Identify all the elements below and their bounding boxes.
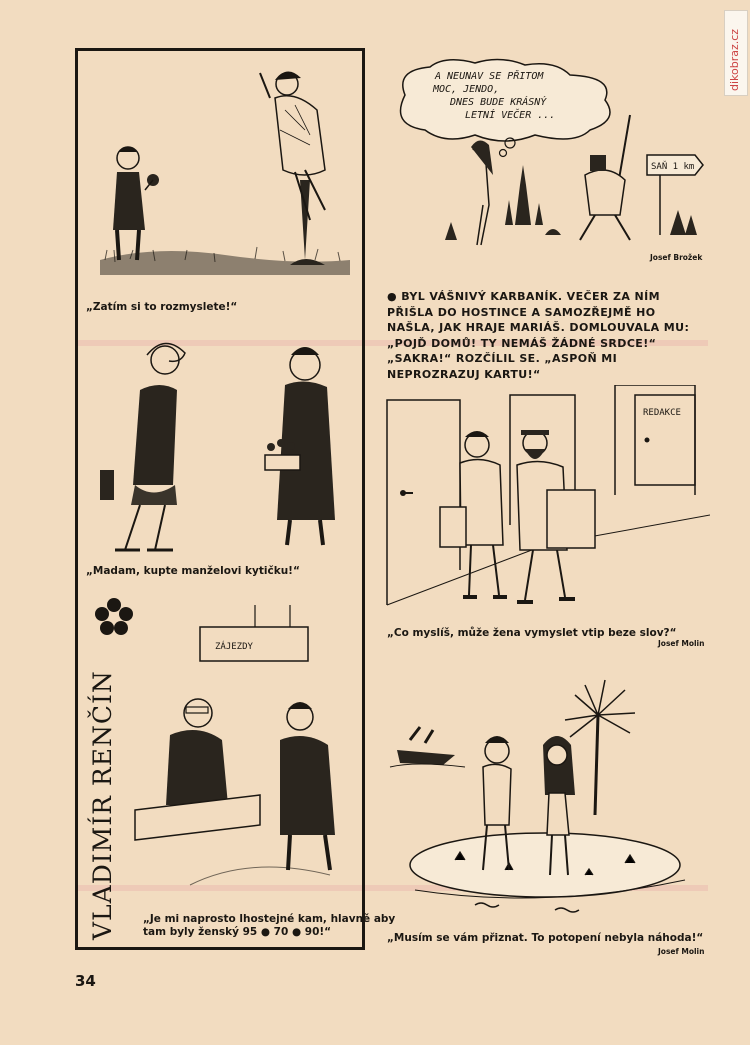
author-name-vertical: VLADIMÍR RENČÍN bbox=[88, 670, 117, 940]
thought-bubble-line-3: DNES BUDE KRÁSNÝ bbox=[450, 97, 547, 108]
cartoon-editorial-office bbox=[385, 385, 710, 625]
cartoon-travel-agency bbox=[130, 605, 358, 905]
thought-bubble-line-2: MOC, JENDO, bbox=[433, 84, 500, 95]
cartoon-editorial-office-drawing bbox=[385, 385, 710, 625]
cartoon-travel-agency-drawing bbox=[130, 605, 358, 905]
cartoon-knight-thought bbox=[385, 55, 710, 255]
cartoon-flower-seller bbox=[95, 335, 355, 560]
page-number: 34 bbox=[75, 972, 96, 990]
joke-text: ● BYL VÁŠNIVÝ KARBANÍK. VEČER ZA NÍM PŘIŠLA DO HOSTINCE A SAMOZŘEJMĚ HO NAŠLA, JAK HRAJE MARIÁŠ. DOMLOUVALA MU: „POJĎ DOMŮ! TY NEMÁŠ ŽÁDNÉ SRDCE!“ „SAKRA!“ ROZČÍLIL SE. „ASPOŇ MI NEPROZRAZUJ KARTU!“ bbox=[387, 290, 690, 381]
cartoon-suitor-tree bbox=[95, 60, 355, 295]
signpost-text: SAŇ 1 km bbox=[651, 162, 695, 172]
cartoon-knight-thought-drawing bbox=[385, 55, 710, 255]
cartoon-3-caption-line2: tam byly ženský 95 ● 70 ● 90!“ bbox=[143, 926, 332, 938]
thought-bubble-line-4: LETNÍ VEČER ... bbox=[465, 110, 556, 121]
cartoon-desert-island bbox=[385, 675, 710, 925]
flower-ornament-icon bbox=[94, 597, 134, 637]
credit-josef-molin-2: Josef Molin bbox=[658, 947, 705, 956]
cartoon-6-caption: „Musím se vám přiznat. To potopení nebyla náhoda!“ bbox=[387, 932, 704, 944]
cartoon-2-caption: „Madam, kupte manželovi kytičku!“ bbox=[86, 565, 300, 577]
watermark bbox=[724, 10, 748, 96]
cartoon-1-caption: „Zatím si to rozmyslete!“ bbox=[86, 301, 238, 313]
door-sign-text: REDAKCE bbox=[643, 408, 681, 418]
cartoon-desert-island-drawing bbox=[385, 675, 710, 925]
cartoon-flower-seller-drawing bbox=[95, 335, 355, 560]
thought-bubble-line-1: A NEUNAV SE PŘITOM bbox=[435, 71, 544, 82]
credit-josef-molin-1: Josef Molin bbox=[658, 639, 705, 648]
cartoon-suitor-tree-drawing bbox=[95, 60, 355, 295]
cartoon-3-caption-line1: „Je mi naprosto lhostejné kam, hlavně aby bbox=[143, 913, 396, 925]
credit-josef-brozek: Josef Brožek bbox=[650, 253, 703, 262]
watermark-text: dikobraz.cz bbox=[728, 28, 741, 91]
agency-sign-text: ZÁJEZDY bbox=[215, 642, 253, 652]
cartoon-5-caption: „Co myslíš, může žena vymyslet vtip beze slov?“ bbox=[387, 627, 677, 639]
